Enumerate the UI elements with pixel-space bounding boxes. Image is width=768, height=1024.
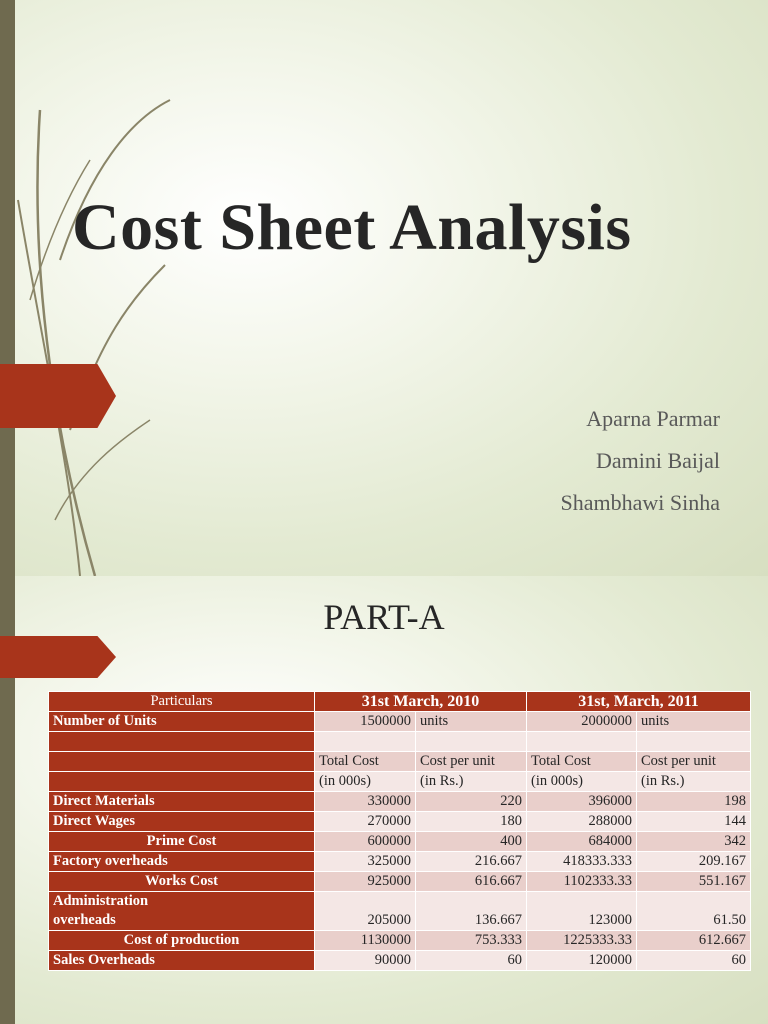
table-cell: 616.667 <box>416 872 527 892</box>
table-cell: 180 <box>416 812 527 832</box>
particulars-header: Particulars <box>49 692 315 712</box>
table-row <box>49 872 751 892</box>
table-cell: 60 <box>416 951 527 971</box>
slide-title: Cost Sheet Analysis <box>72 191 632 264</box>
part-a-slide <box>0 576 768 1024</box>
table-cell: 330000 <box>315 792 416 812</box>
author-name: Damini Baijal <box>595 448 720 473</box>
row-label <box>49 812 315 832</box>
cost-sheet-table <box>48 691 751 971</box>
table-cell: 198 <box>637 792 751 812</box>
table-cell <box>527 732 637 752</box>
row-label <box>49 931 315 951</box>
subheader-unit-row <box>49 772 751 792</box>
cost-rows <box>49 792 751 971</box>
table-cell: 209.167 <box>637 852 751 872</box>
table-cell: 120000 <box>527 951 637 971</box>
table-cell: 342 <box>637 832 751 852</box>
table-cell: 123000 <box>527 892 637 931</box>
units-value: 1500000 <box>315 712 416 732</box>
arrow-tab <box>0 636 116 678</box>
table-cell <box>416 732 527 752</box>
subheader-row <box>49 752 751 772</box>
table-cell <box>315 732 416 752</box>
units-word: units <box>637 712 751 732</box>
cost-per-unit-unit: (in Rs.) <box>416 772 527 792</box>
part-heading: PART-A <box>323 597 445 637</box>
table-cell: 396000 <box>527 792 637 812</box>
row-label <box>49 892 315 931</box>
row-label-text: Sales Overheads <box>53 952 155 968</box>
table-cell: 325000 <box>315 852 416 872</box>
author-list <box>561 398 721 524</box>
period2-header: 31st, March, 2011 <box>527 692 751 712</box>
table-cell <box>637 732 751 752</box>
row-label <box>49 752 315 772</box>
table-cell: 144 <box>637 812 751 832</box>
row-label <box>49 951 315 971</box>
author-name: Aparna Parmar <box>586 406 720 431</box>
row-label <box>49 772 315 792</box>
total-cost-header: Total Cost <box>527 752 637 772</box>
author-name: Shambhawi Sinha <box>560 490 720 515</box>
table-cell: 205000 <box>315 892 416 931</box>
row-label <box>49 832 315 852</box>
row-label: Number of Units <box>49 712 315 732</box>
units-value: 2000000 <box>527 712 637 732</box>
table-cell: 400 <box>416 832 527 852</box>
table-cell: 418333.333 <box>527 852 637 872</box>
row-label <box>49 792 315 812</box>
table-cell: 612.667 <box>637 931 751 951</box>
table-cell: 1130000 <box>315 931 416 951</box>
row-label-text: Direct Materials <box>53 793 155 809</box>
table-cell: 136.667 <box>416 892 527 931</box>
total-cost-unit: (in 000s) <box>315 772 416 792</box>
table-row <box>49 852 751 872</box>
table-cell: 551.167 <box>637 872 751 892</box>
table-cell: 600000 <box>315 832 416 852</box>
row-label-text: Cost of production <box>123 932 240 948</box>
blank-row <box>49 732 751 752</box>
table-cell: 288000 <box>527 812 637 832</box>
table-header-row <box>49 692 751 712</box>
total-cost-unit: (in 000s) <box>527 772 637 792</box>
table-cell: 925000 <box>315 872 416 892</box>
table-cell: 1102333.33 <box>527 872 637 892</box>
table-cell: 753.333 <box>416 931 527 951</box>
row-label-text: Prime Cost <box>146 833 217 849</box>
cost-per-unit-unit: (in Rs.) <box>637 772 751 792</box>
table-cell: 60 <box>637 951 751 971</box>
vine-decoration <box>0 0 200 576</box>
period1-header: 31st March, 2010 <box>315 692 527 712</box>
table-row <box>49 832 751 852</box>
table-cell: 684000 <box>527 832 637 852</box>
cost-per-unit-header: Cost per unit <box>416 752 527 772</box>
arrow-tab <box>0 364 116 428</box>
row-label <box>49 732 315 752</box>
row-label-text: Works Cost <box>145 873 218 889</box>
table-row <box>49 812 751 832</box>
table-cell: 270000 <box>315 812 416 832</box>
table-row <box>49 951 751 971</box>
row-label-text: Administration overheads <box>53 893 149 928</box>
table-cell: 61.50 <box>637 892 751 931</box>
row-label-text: Factory overheads <box>53 853 168 869</box>
table-row <box>49 792 751 812</box>
row-label-text: Direct Wages <box>53 813 136 829</box>
row-label <box>49 872 315 892</box>
table-cell: 1225333.33 <box>527 931 637 951</box>
row-label <box>49 852 315 872</box>
cost-per-unit-header: Cost per unit <box>637 752 751 772</box>
total-cost-header: Total Cost <box>315 752 416 772</box>
units-row <box>49 712 751 732</box>
table-row <box>49 892 751 931</box>
table-cell: 90000 <box>315 951 416 971</box>
units-word: units <box>416 712 527 732</box>
table-cell: 216.667 <box>416 852 527 872</box>
table-row <box>49 931 751 951</box>
table-cell: 220 <box>416 792 527 812</box>
